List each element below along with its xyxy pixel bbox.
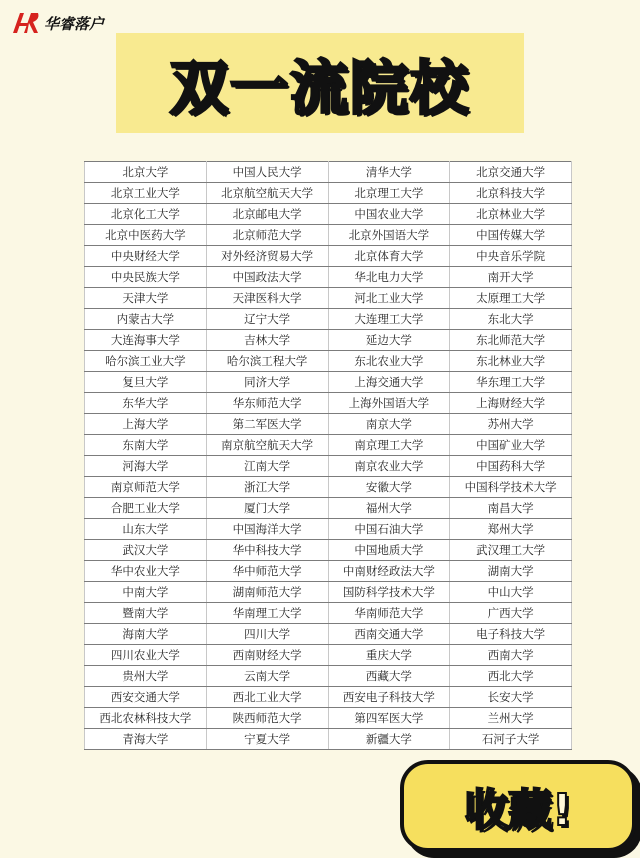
table-cell: 中南财经政法大学: [328, 561, 450, 582]
table-cell: 哈尔滨工程大学: [206, 351, 328, 372]
table-row: [85, 246, 572, 267]
table-cell: 西南大学: [450, 645, 572, 666]
table-cell: 西安交通大学: [85, 687, 207, 708]
table-cell: 青海大学: [85, 729, 207, 750]
table-cell: 湖南师范大学: [206, 582, 328, 603]
table-cell: 西安电子科技大学: [328, 687, 450, 708]
table-cell: 上海财经大学: [450, 393, 572, 414]
table-cell: 浙江大学: [206, 477, 328, 498]
table-cell: 中央财经大学: [85, 246, 207, 267]
university-table-body: [85, 162, 572, 750]
table-cell: 天津大学: [85, 288, 207, 309]
table-row: [85, 204, 572, 225]
table-row: [85, 687, 572, 708]
table-cell: 辽宁大学: [206, 309, 328, 330]
table-cell: 海南大学: [85, 624, 207, 645]
table-row: [85, 477, 572, 498]
table-cell: 南京理工大学: [328, 435, 450, 456]
table-cell: 对外经济贸易大学: [206, 246, 328, 267]
table-cell: 东北农业大学: [328, 351, 450, 372]
table-row: [85, 435, 572, 456]
table-row: [85, 498, 572, 519]
table-cell: 云南大学: [206, 666, 328, 687]
table-cell: 华南师范大学: [328, 603, 450, 624]
table-cell: 吉林大学: [206, 330, 328, 351]
table-row: [85, 603, 572, 624]
table-cell: 广西大学: [450, 603, 572, 624]
table-row: [85, 624, 572, 645]
university-table: [84, 161, 572, 750]
table-row: [85, 330, 572, 351]
table-row: [85, 561, 572, 582]
table-cell: 东北大学: [450, 309, 572, 330]
table-cell: 南京航空航天大学: [206, 435, 328, 456]
table-cell: 复旦大学: [85, 372, 207, 393]
table-cell: 兰州大学: [450, 708, 572, 729]
table-row: [85, 162, 572, 183]
table-cell: 北京林业大学: [450, 204, 572, 225]
table-cell: 南京大学: [328, 414, 450, 435]
table-cell: 华东师范大学: [206, 393, 328, 414]
table-cell: 北京大学: [85, 162, 207, 183]
table-cell: 四川大学: [206, 624, 328, 645]
table-cell: 陕西师范大学: [206, 708, 328, 729]
table-row: [85, 288, 572, 309]
table-row: [85, 351, 572, 372]
table-cell: 华中师范大学: [206, 561, 328, 582]
table-cell: 中国石油大学: [328, 519, 450, 540]
table-cell: 国防科学技术大学: [328, 582, 450, 603]
table-cell: 北京师范大学: [206, 225, 328, 246]
table-cell: 东南大学: [85, 435, 207, 456]
brand-logo: [10, 10, 104, 36]
table-cell: 新疆大学: [328, 729, 450, 750]
table-cell: 江南大学: [206, 456, 328, 477]
table-cell: 上海交通大学: [328, 372, 450, 393]
table-row: [85, 729, 572, 750]
table-cell: 东华大学: [85, 393, 207, 414]
table-row: [85, 183, 572, 204]
table-cell: 合肥工业大学: [85, 498, 207, 519]
table-row: [85, 414, 572, 435]
table-cell: 中国农业大学: [328, 204, 450, 225]
table-cell: 中国药科大学: [450, 456, 572, 477]
table-cell: 山东大学: [85, 519, 207, 540]
table-cell: 厦门大学: [206, 498, 328, 519]
table-cell: 北京科技大学: [450, 183, 572, 204]
table-cell: 石河子大学: [450, 729, 572, 750]
table-cell: 北京外国语大学: [328, 225, 450, 246]
table-cell: 上海外国语大学: [328, 393, 450, 414]
table-cell: 西北农林科技大学: [85, 708, 207, 729]
table-cell: 华中农业大学: [85, 561, 207, 582]
table-cell: 太原理工大学: [450, 288, 572, 309]
table-cell: 华南理工大学: [206, 603, 328, 624]
table-cell: 北京航空航天大学: [206, 183, 328, 204]
table-cell: 苏州大学: [450, 414, 572, 435]
table-cell: 第四军医大学: [328, 708, 450, 729]
table-cell: 西北工业大学: [206, 687, 328, 708]
table-cell: 中国政法大学: [206, 267, 328, 288]
table-cell: 四川农业大学: [85, 645, 207, 666]
table-row: [85, 267, 572, 288]
table-cell: 南京农业大学: [328, 456, 450, 477]
table-row: [85, 708, 572, 729]
table-cell: 西南财经大学: [206, 645, 328, 666]
table-cell: 郑州大学: [450, 519, 572, 540]
table-cell: 哈尔滨工业大学: [85, 351, 207, 372]
table-cell: 中南大学: [85, 582, 207, 603]
table-cell: 中国地质大学: [328, 540, 450, 561]
save-label: 收藏!: [463, 785, 573, 836]
table-cell: 中国矿业大学: [450, 435, 572, 456]
table-cell: 河海大学: [85, 456, 207, 477]
table-row: [85, 393, 572, 414]
page-title: 双一流院校: [169, 54, 470, 122]
table-cell: 中国海洋大学: [206, 519, 328, 540]
table-cell: 贵州大学: [85, 666, 207, 687]
table-cell: 北京邮电大学: [206, 204, 328, 225]
table-cell: 中国科学技术大学: [450, 477, 572, 498]
table-row: [85, 225, 572, 246]
table-cell: 同济大学: [206, 372, 328, 393]
table-cell: 天津医科大学: [206, 288, 328, 309]
table-cell: 西北大学: [450, 666, 572, 687]
table-cell: 安徽大学: [328, 477, 450, 498]
table-cell: 北京交通大学: [450, 162, 572, 183]
hr-monogram-icon: [10, 11, 40, 35]
table-cell: 北京体育大学: [328, 246, 450, 267]
table-cell: 北京中医药大学: [85, 225, 207, 246]
table-row: [85, 582, 572, 603]
table-cell: 南昌大学: [450, 498, 572, 519]
table-cell: 重庆大学: [328, 645, 450, 666]
table-cell: 北京工业大学: [85, 183, 207, 204]
table-cell: 宁夏大学: [206, 729, 328, 750]
table-cell: 南开大学: [450, 267, 572, 288]
table-cell: 华东理工大学: [450, 372, 572, 393]
table-cell: 武汉理工大学: [450, 540, 572, 561]
table-cell: 北京化工大学: [85, 204, 207, 225]
table-row: [85, 372, 572, 393]
table-cell: 东北师范大学: [450, 330, 572, 351]
table-cell: 上海大学: [85, 414, 207, 435]
table-row: [85, 666, 572, 687]
table-cell: 湖南大学: [450, 561, 572, 582]
table-cell: 中央音乐学院: [450, 246, 572, 267]
table-cell: 内蒙古大学: [85, 309, 207, 330]
table-cell: 河北工业大学: [328, 288, 450, 309]
table-cell: 西藏大学: [328, 666, 450, 687]
table-cell: 第二军医大学: [206, 414, 328, 435]
table-cell: 长安大学: [450, 687, 572, 708]
table-cell: 大连理工大学: [328, 309, 450, 330]
table-cell: 华中科技大学: [206, 540, 328, 561]
save-button[interactable]: [400, 760, 636, 852]
table-cell: 中国传媒大学: [450, 225, 572, 246]
table-cell: 清华大学: [328, 162, 450, 183]
table-cell: 大连海事大学: [85, 330, 207, 351]
table-cell: 北京理工大学: [328, 183, 450, 204]
table-cell: 西南交通大学: [328, 624, 450, 645]
table-cell: 华北电力大学: [328, 267, 450, 288]
table-cell: 电子科技大学: [450, 624, 572, 645]
table-row: [85, 540, 572, 561]
table-row: [85, 456, 572, 477]
table-cell: 东北林业大学: [450, 351, 572, 372]
table-row: [85, 519, 572, 540]
table-cell: 福州大学: [328, 498, 450, 519]
table-row: [85, 309, 572, 330]
table-row: [85, 645, 572, 666]
table-cell: 暨南大学: [85, 603, 207, 624]
table-cell: 中央民族大学: [85, 267, 207, 288]
title-banner: [116, 33, 524, 133]
table-cell: 中山大学: [450, 582, 572, 603]
table-cell: 武汉大学: [85, 540, 207, 561]
table-cell: 延边大学: [328, 330, 450, 351]
brand-name: 华睿落户: [44, 14, 105, 33]
table-cell: 中国人民大学: [206, 162, 328, 183]
table-cell: 南京师范大学: [85, 477, 207, 498]
